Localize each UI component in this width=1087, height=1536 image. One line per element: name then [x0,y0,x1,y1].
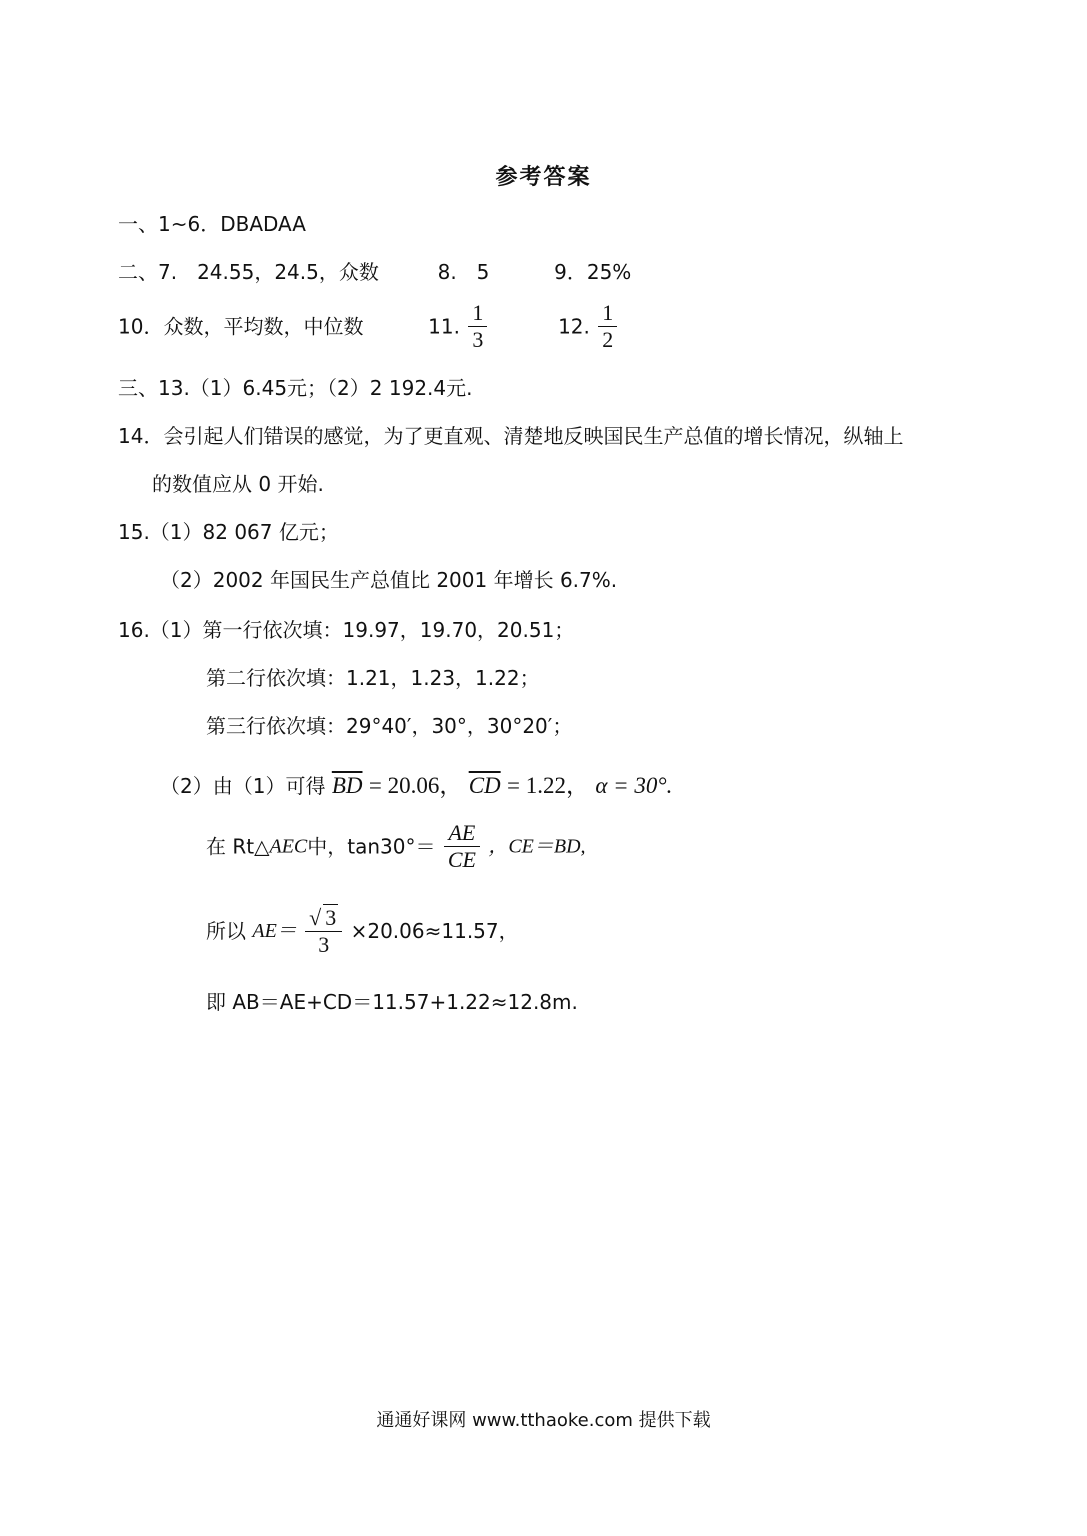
answer-q9: 9．25% [554,260,632,284]
part2-prefix: （2）由（1）可得 [160,774,326,798]
answer-q11-label: 11. [428,314,460,339]
rt-suffix: ，CE＝BD, [488,835,586,858]
answer-q7: 二、7. 24.55，24.5，众数 [118,260,379,284]
answer-q14-line1: 14．会引起人们错误的感觉，为了更直观、清楚地反映国民生产总值的增长情况，纵轴上 [118,424,904,448]
sqrt-fraction [305,904,342,958]
bd-mean-value: = 20.06， [368,773,463,798]
answer-q12-label: 12. [558,314,590,339]
fraction-denominator: 3 [318,932,330,957]
answer-q16-final: 即 AB＝AE+CD＝11.57+1.22≈12.8m. [206,990,578,1014]
answer-q16-part1-line2: 第二行依次填：1.21，1.23，1.22； [206,666,540,690]
answer-q16-part2 [160,772,672,800]
fraction-denominator: CE [447,847,476,872]
cd-mean-value: = 1.22， [507,773,589,798]
sqrt-radicand: 3 [325,905,337,930]
answer-q16-part1-line3: 第三行依次填：29°40′，30°，30°20′； [206,714,573,738]
answer-q10-12 [118,300,619,353]
cd-mean-symbol: $\overline{CD}$ [468,773,501,798]
answer-section-2 [118,258,631,286]
answer-q16-so [206,904,519,958]
footer-source: 通通好课网 www.tthaoke.com 提供下载 [376,1410,711,1431]
answer-q10: 10．众数，平均数，中位数 [118,314,364,339]
fraction-denominator: 2 [602,327,614,352]
answer-q12-fraction [598,300,617,353]
rt-triangle: AEC [269,835,308,858]
alpha-equation: α = 30°. [595,773,673,798]
rt-mid: 中，tan30°＝ [307,834,436,859]
fraction-numerator: 1 [598,300,617,327]
fraction-numerator: √ 3 [305,904,342,932]
tan-fraction [444,820,480,873]
answer-q11-fraction [468,300,487,353]
answer-q16-part1-line1: 16.（1）第一行依次填：19.97，19.70，20.51； [118,618,575,642]
answer-q15-line1: 15.（1）82 067 亿元； [118,520,339,544]
answer-section-1: 一、1~6．DBADAA [118,212,306,236]
answer-q8: 8. 5 [437,260,490,284]
so-ae: AE＝ [252,920,297,942]
answer-q15-line2: （2）2002 年国民生产总值比 2001 年增长 6.7%. [160,568,618,592]
so-suffix: ×20.06≈11.57， [350,919,519,943]
fraction-denominator: 3 [472,327,484,352]
so-prefix: 所以 [206,919,246,943]
answer-q13: 三、13.（1）6.45元；（2）2 192.4元. [118,376,473,400]
fraction-numerator: 1 [468,300,487,327]
rt-prefix: 在 Rt△ [206,834,270,859]
answer-q14-line2: 的数值应从 0 开始. [152,472,324,496]
page-title: 参考答案 [495,165,592,190]
bd-mean-symbol: $\overline{BD}$ [331,773,363,798]
fraction-numerator: AE [444,820,480,847]
answer-q16-tan [206,820,586,873]
